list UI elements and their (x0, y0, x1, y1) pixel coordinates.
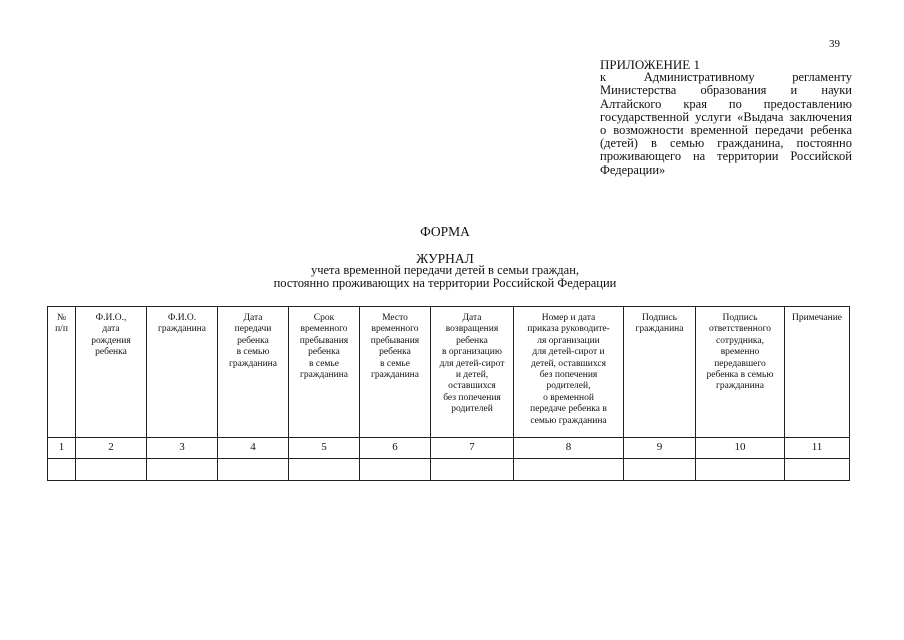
column-number-cell: 11 (785, 438, 850, 459)
appendix-text: к Административному регламенту Министерства образования и науки Алтайского края по предоставлению государственной услуги «Выдача заключения о возможности временной передачи ребенка (детей) в семью гражданина, постоянно проживающего на территории Российской Федерации» (600, 70, 852, 177)
column-number-cell: 10 (696, 438, 785, 459)
table-cell[interactable] (289, 459, 360, 481)
appendix-title: ПРИЛОЖЕНИЕ 1 (600, 57, 700, 72)
column-header: Примечание (785, 307, 850, 438)
table-cell[interactable] (785, 459, 850, 481)
journal-table (47, 306, 850, 481)
column-header: Место временного пребывания ребенка в семье гражданина (360, 307, 431, 438)
column-header: Дата передачи ребенка в семью гражданина (218, 307, 289, 438)
column-header: Номер и дата приказа руководите- ля организации для детей-сирот и детей, оставшихся без попечения родителей, о временной передаче ребенка в семью гражданина (514, 307, 624, 438)
table-cell[interactable] (76, 459, 147, 481)
column-number-cell: 6 (360, 438, 431, 459)
table-cell[interactable] (48, 459, 76, 481)
column-header: Подпись гражданина (624, 307, 696, 438)
table-cell[interactable] (147, 459, 218, 481)
column-header: Срок временного пребывания ребенка в семье гражданина (289, 307, 360, 438)
column-number-cell: 2 (76, 438, 147, 459)
column-header: Дата возвращения ребенка в организацию для детей-сирот и детей, оставшихся без попечения родителей (431, 307, 514, 438)
column-header: № п/п (48, 307, 76, 438)
journal-subtitle-line2-wrap (0, 277, 904, 290)
column-number-cell: 8 (514, 438, 624, 459)
form-label-wrap (0, 224, 904, 240)
journal-title: ЖУРНАЛ (416, 251, 474, 266)
column-header: Подпись ответственного сотрудника, временно передавшего ребенка в семью гражданина (696, 307, 785, 438)
table-cell[interactable] (431, 459, 514, 481)
table-cell[interactable] (624, 459, 696, 481)
page-number: 39 (829, 38, 840, 50)
column-number-cell: 3 (147, 438, 218, 459)
column-number-cell: 1 (48, 438, 76, 459)
column-number-cell: 5 (289, 438, 360, 459)
form-label: ФОРМА (420, 224, 470, 239)
column-number-cell: 9 (624, 438, 696, 459)
column-number-cell: 4 (218, 438, 289, 459)
journal-subtitle-line1: учета временной передачи детей в семьи граждан, (310, 263, 580, 277)
column-header: Ф.И.О. гражданина (147, 307, 218, 438)
column-number-cell: 7 (431, 438, 514, 459)
table-cell[interactable] (360, 459, 431, 481)
column-number-row (48, 438, 850, 459)
table-cell[interactable] (696, 459, 785, 481)
column-header: Ф.И.О., дата рождения ребенка (76, 307, 147, 438)
table-cell[interactable] (514, 459, 624, 481)
table-row (48, 459, 850, 481)
journal-subtitle-line2: постоянно проживающих на территории Российской Федерации (273, 276, 617, 290)
appendix-block (600, 58, 852, 177)
header-row (48, 307, 850, 438)
table-cell[interactable] (218, 459, 289, 481)
